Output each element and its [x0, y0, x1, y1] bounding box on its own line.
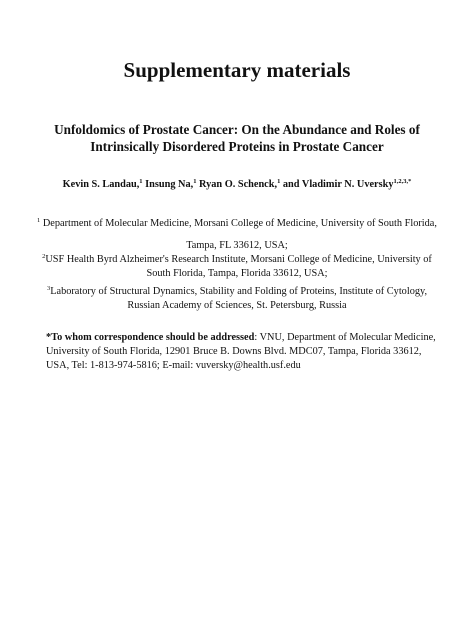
affiliation-2	[20, 253, 454, 281]
author-affiliation-marker: 1,2,3,*	[393, 178, 412, 185]
affiliation-line: South Florida, Tampa, Florida 33612, USA;	[146, 268, 328, 279]
affiliation-text: USF Health Byrd Alzheimer's Research Institute, Morsani College of Medicine, University of	[45, 254, 432, 265]
affiliation-text: Laboratory of Structural Dynamics, Stability and Folding of Proteins, Institute of Cytology,	[50, 286, 428, 297]
author-name: Insung Na,	[142, 179, 194, 190]
affiliation-line: Tampa, FL 33612, USA;	[186, 240, 288, 251]
correspondence-line: USA, Tel: 1-813-974-5816; E-mail: vuversky@health.usf.edu	[46, 360, 301, 371]
paper-title-line-1: Unfoldomics of Prostate Cancer: On the Abundance and Roles of	[54, 122, 420, 137]
affiliation-line	[20, 217, 454, 231]
affiliation-marker: 2	[42, 253, 46, 260]
author-name: and Vladimir N. Uversky	[280, 179, 394, 190]
correspondence-block	[46, 331, 446, 373]
author-name: Kevin S. Landau,	[62, 179, 140, 190]
author-affiliation-marker: 1	[139, 178, 143, 185]
affiliation-3	[20, 285, 454, 313]
author-list	[0, 179, 474, 190]
affiliation-marker: 1	[37, 217, 41, 224]
affiliation-line	[20, 253, 454, 267]
affiliation-line	[20, 285, 454, 299]
correspondence-line	[46, 331, 446, 345]
affiliation-text: Department of Molecular Medicine, Morsani College of Medicine, University of South Florida,	[40, 218, 437, 229]
page-heading: Supplementary materials	[123, 58, 351, 82]
paper-title-line-2: Intrinsically Disordered Proteins in Prostate Cancer	[90, 139, 384, 154]
correspondence-label: *To whom correspondence should be addressed	[46, 332, 255, 343]
author-affiliation-marker: 1	[277, 178, 281, 185]
author-affiliation-marker: 1	[193, 178, 197, 185]
author-name: Ryan O. Schenck,	[196, 179, 278, 190]
affiliation-1	[20, 217, 454, 253]
affiliation-line: Russian Academy of Sciences, St. Petersburg, Russia	[127, 300, 347, 311]
correspondence-line: University of South Florida, 12901 Bruce B. Downs Blvd. MDC07, Tampa, Florida 33612,	[46, 346, 422, 357]
correspondence-text: : VNU, Department of Molecular Medicine,	[254, 332, 436, 343]
paper-title	[20, 121, 454, 155]
affiliation-marker: 3	[46, 285, 51, 292]
